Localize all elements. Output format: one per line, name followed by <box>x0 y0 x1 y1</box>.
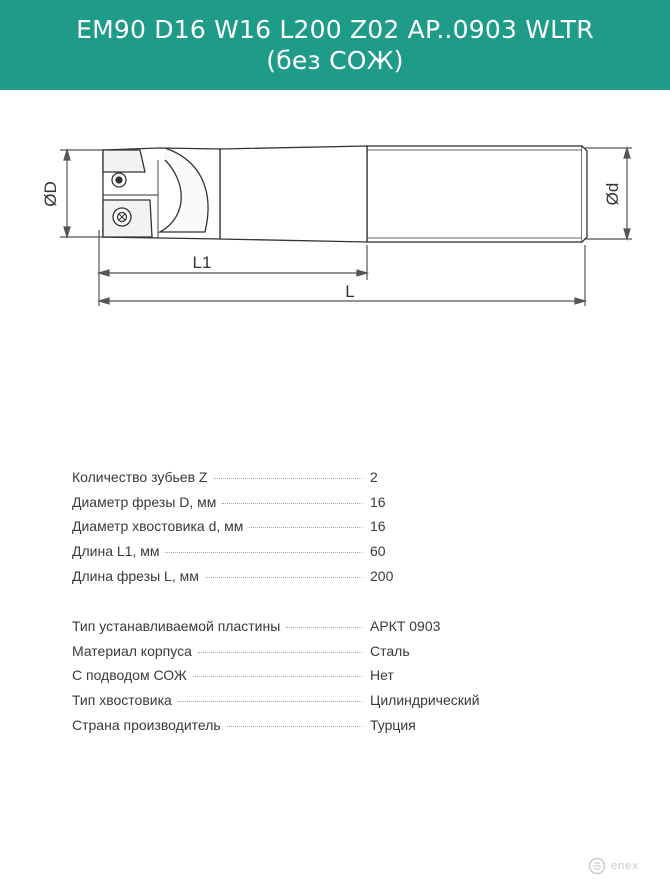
spec-table-properties <box>72 618 512 741</box>
spec-row <box>72 618 512 643</box>
spec-row <box>72 494 512 519</box>
spec-row <box>72 692 512 717</box>
spec-value: Турция <box>370 716 416 733</box>
spec-label: Тип устанавливаемой пластины <box>72 618 281 634</box>
spec-row <box>72 643 512 668</box>
logo-text: enex <box>611 860 639 872</box>
dim-label-L: L <box>345 282 355 301</box>
dot-leader <box>286 627 362 628</box>
spec-table-dimensions <box>72 469 512 592</box>
spec-value: 16 <box>370 493 386 510</box>
dot-leader <box>178 701 362 702</box>
spec-row <box>72 667 512 692</box>
dim-label-d: Ød <box>603 182 622 206</box>
dot-leader <box>198 652 362 653</box>
page-title: EM90 D16 W16 L200 Z02 AP..0903 WLTR <box>76 15 594 44</box>
dot-leader <box>227 726 362 727</box>
spec-value: 200 <box>370 567 394 584</box>
logo-icon <box>588 857 606 875</box>
spec-label: Тип хвостовика <box>72 692 172 709</box>
page-subtitle: (без СОЖ) <box>266 46 404 75</box>
spec-label: Количество зубьев Z <box>72 469 208 485</box>
spec-value: Цилиндрический <box>370 692 480 709</box>
spec-value: Нет <box>370 667 394 684</box>
dot-leader <box>213 478 362 479</box>
spec-row <box>72 543 512 568</box>
spec-label: Страна производитель <box>72 716 221 733</box>
spec-value: 16 <box>370 518 386 535</box>
spec-label: Материал корпуса <box>72 642 192 659</box>
dot-leader <box>222 503 362 504</box>
spec-label: Диаметр хвостовика d, мм <box>72 518 244 535</box>
spec-row <box>72 568 512 593</box>
watermark-logo <box>588 857 639 875</box>
dim-label-L1: L1 <box>192 253 212 272</box>
spec-value: АРКТ 0903 <box>370 618 441 634</box>
spec-row <box>72 469 512 494</box>
title-banner <box>0 0 670 90</box>
tool-drawing <box>0 138 670 318</box>
spec-label: Длина L1, мм <box>72 543 160 560</box>
spec-label: С подводом СОЖ <box>72 667 187 684</box>
dot-leader <box>249 527 362 528</box>
dim-label-D: ØD <box>41 181 60 207</box>
spec-row <box>72 717 512 742</box>
spec-value: 2 <box>370 469 378 485</box>
spec-label: Диаметр фрезы D, мм <box>72 493 217 510</box>
spec-value: 60 <box>370 543 386 560</box>
dot-leader <box>193 676 362 677</box>
dot-leader <box>205 577 362 578</box>
dot-leader <box>165 552 362 553</box>
spec-label: Длина фрезы L, мм <box>72 567 199 584</box>
spec-row <box>72 518 512 543</box>
spec-value: Сталь <box>370 642 410 659</box>
